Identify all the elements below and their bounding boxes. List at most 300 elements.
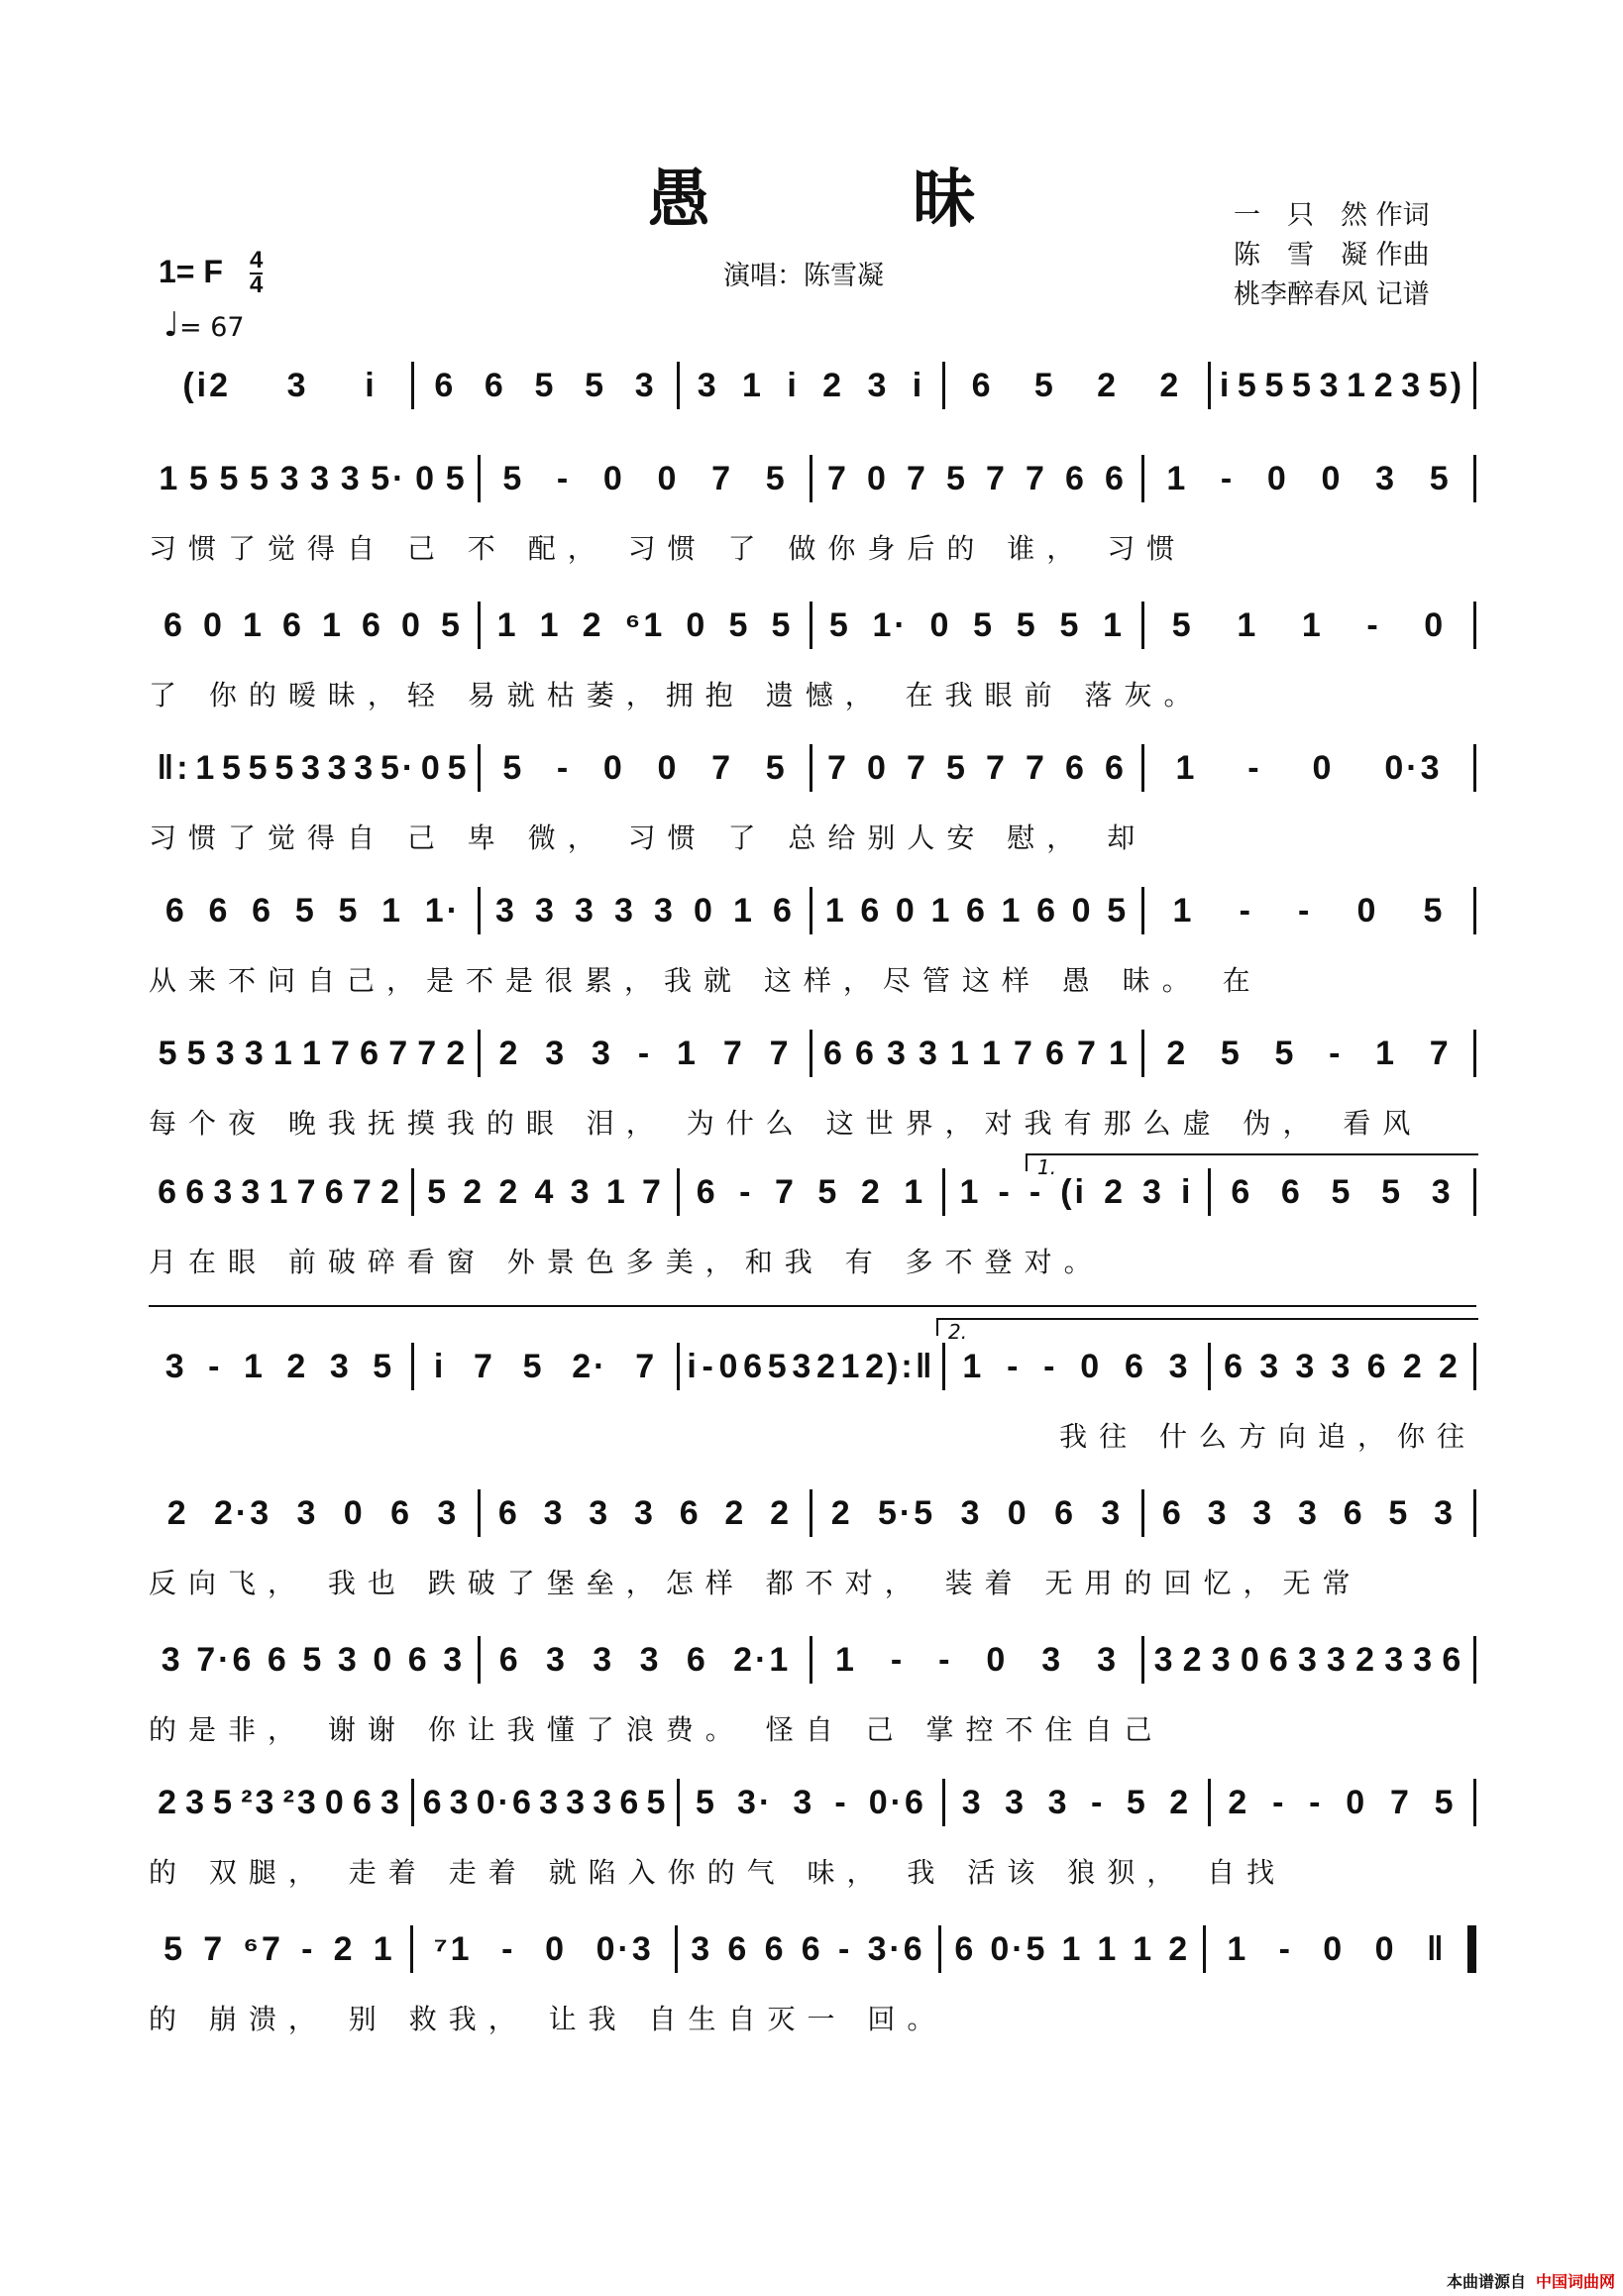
note-token: 5 (163, 1929, 186, 1968)
measure (812, 1494, 1141, 1533)
note-token: i (433, 1347, 447, 1385)
barline (1473, 362, 1476, 409)
note-token: 6 (1268, 1640, 1291, 1679)
note-token: 0 (657, 459, 680, 497)
note-token: 1 (950, 1034, 972, 1072)
note-token: 3 (793, 1783, 815, 1821)
note-token: 1 (1375, 1034, 1398, 1072)
note-token: 3 (495, 891, 517, 929)
note-token: 5 (765, 459, 788, 497)
note-token: 5 (1059, 605, 1082, 644)
note-token: 7 (986, 459, 1008, 497)
note-token: 6 (324, 1172, 347, 1211)
note-token: 2 (1097, 366, 1120, 404)
note-token: 3 (1211, 1640, 1234, 1679)
note-token: 5 (248, 748, 270, 787)
note-token: 1 (243, 605, 265, 644)
note-token: 3· (737, 1783, 774, 1821)
note-token: 0 (986, 1640, 1009, 1679)
note-token: 5 (1264, 366, 1287, 404)
notation-row (149, 1027, 1476, 1080)
note-token: 5 (522, 1347, 545, 1385)
note-token: 3 (1297, 1640, 1320, 1679)
note-token: 5 (771, 605, 794, 644)
note-token: 5 (274, 748, 297, 787)
note-token: 6 (679, 1493, 702, 1532)
note-token: 2· (572, 1347, 608, 1385)
measure (680, 367, 942, 405)
note-token: 6 (282, 605, 304, 644)
note-token: 5· (371, 459, 407, 497)
measure (149, 749, 478, 788)
barline (1473, 744, 1476, 792)
note-token: 6 (773, 891, 795, 929)
note-token: 3 (1097, 1640, 1119, 1679)
note-token: 0 (718, 1347, 741, 1385)
note-token: 7 (1026, 459, 1047, 497)
note-token: 0 (1266, 459, 1289, 497)
note-token: 3 (380, 1783, 402, 1821)
tempo-marking (163, 305, 245, 345)
note-token: 1 (959, 1172, 982, 1211)
note-token: 0·5 (990, 1929, 1048, 1968)
note-token: 0 (1312, 748, 1335, 787)
note-token: 0 (1356, 891, 1379, 929)
note-token: i (912, 366, 925, 404)
note-token: - (556, 459, 572, 497)
note-token: 0 (1374, 1929, 1397, 1968)
note-token: 3 (279, 459, 302, 497)
note-token: 3 (213, 1172, 236, 1211)
note-token: 1 (1301, 605, 1324, 644)
measure (1144, 892, 1473, 930)
note-token: 5 (534, 366, 557, 404)
note-token: - (1091, 1783, 1106, 1821)
note-token: 3 (340, 459, 363, 497)
note-token: 1 (539, 605, 562, 644)
note-token: 5 (646, 1783, 669, 1821)
note-token: 5 (817, 1172, 840, 1211)
measure (1211, 367, 1473, 405)
note-token: 2 (158, 1783, 179, 1821)
note-token: 5 (158, 1034, 180, 1072)
note-token: 6 (163, 605, 185, 644)
song-title: 愚 昧 (647, 163, 1045, 237)
note-token: 1 (1172, 891, 1195, 929)
note-token: 5 (1381, 1172, 1404, 1211)
note-token: 0 (686, 605, 708, 644)
note-token: ⁷1 (433, 1929, 473, 1968)
note-token: 5 (1331, 1172, 1353, 1211)
note-token: 1 (322, 605, 344, 644)
note-token: 7 (827, 459, 849, 497)
note-token: i (687, 1347, 700, 1385)
note-token: 1 (1347, 366, 1369, 404)
measure (149, 1173, 411, 1212)
note-token: 6 (727, 1929, 750, 1968)
note-token: 2 (286, 1347, 309, 1385)
note-token: ‖: (157, 748, 191, 787)
note-token: 6 (764, 1929, 787, 1968)
note-token: 6 (1065, 459, 1087, 497)
note-token: 5 (1237, 366, 1259, 404)
measure (149, 1784, 411, 1822)
note-token: 3 (593, 1640, 615, 1679)
note-token: 0 (895, 891, 918, 929)
note-token: 1 (1166, 459, 1189, 497)
note-token: - (998, 1172, 1013, 1211)
note-token: 7 (986, 748, 1008, 787)
credits (1234, 196, 1430, 315)
note-token: 3 (1327, 1640, 1349, 1679)
note-token: 3 (545, 1640, 568, 1679)
measure (414, 367, 677, 405)
notation-row (149, 1165, 1476, 1219)
measure (812, 1035, 1141, 1073)
note-token: 3 (164, 1347, 187, 1385)
score-system (149, 1486, 1476, 1601)
note-token: 3 (1252, 1493, 1275, 1532)
note-token: 3 (1142, 1172, 1164, 1211)
barline (1473, 1489, 1476, 1537)
note-token: 0 (203, 605, 225, 644)
note-token: 6 (164, 891, 187, 929)
measure (680, 1173, 942, 1212)
note-token: 1 (1133, 1929, 1155, 1968)
note-token: 5 (427, 1172, 450, 1211)
watermark (1447, 2269, 1615, 2292)
measure (149, 892, 478, 930)
lyrics-line: 的 崩溃， 别 救我， 让我 自生自灭一 回。 (149, 2003, 947, 2035)
note-token: - (1247, 748, 1262, 787)
note-token: 3 (961, 1783, 984, 1821)
note-token: 2 (1169, 1783, 1192, 1821)
note-token: 3 (1005, 1783, 1028, 1821)
measure (481, 1494, 810, 1533)
note-token: 2 (1168, 1929, 1191, 1968)
note-token: 2 (1182, 1640, 1205, 1679)
note-token: 7 (1014, 1034, 1035, 1072)
note-token: 5 (213, 1783, 236, 1821)
notation-row (149, 599, 1476, 652)
score-system (149, 1776, 1476, 1891)
note-token: 2 (463, 1172, 486, 1211)
composer-credit: 陈 雪 凝 作曲 (1234, 240, 1430, 271)
note-token: 7 (474, 1347, 495, 1385)
note-token: - (702, 1347, 716, 1385)
measure (680, 1784, 942, 1822)
note-token: 3 (634, 366, 657, 404)
system-divider (149, 1305, 1476, 1307)
note-token: 5 (441, 605, 463, 644)
note-token: 5 (222, 748, 244, 787)
note-token: 2 (446, 1034, 469, 1072)
measure (1144, 1035, 1473, 1073)
barline (1473, 1168, 1476, 1216)
lyrics-line: 了 你的暧昧，轻 易就枯萎，拥抱 遗憾， 在我眼前 落灰。 (149, 679, 1204, 711)
note-token: 2 (498, 1172, 521, 1211)
note-token: ⁶1 (624, 605, 666, 644)
note-token: 0 (657, 748, 680, 787)
note-token: 6 (823, 1034, 845, 1072)
note-token: 5 (1429, 459, 1452, 497)
measure (149, 367, 411, 405)
note-token: 3 (887, 1034, 909, 1072)
note-token: 3 (1041, 1640, 1064, 1679)
note-token: 2 (1159, 366, 1182, 404)
measure (1144, 460, 1473, 498)
measure (1211, 1173, 1473, 1212)
note-token: 3 (286, 366, 309, 404)
note-token: 1 (930, 891, 953, 929)
note-token: 5 (946, 748, 968, 787)
note-token: 0 (324, 1783, 347, 1821)
note-token: 6 (208, 891, 231, 929)
barline (1473, 1030, 1476, 1077)
note-token: 3 (1413, 1640, 1436, 1679)
note-token: - (637, 1034, 653, 1072)
note-token: 3 (1153, 1640, 1176, 1679)
note-token: 1 (1061, 1929, 1084, 1968)
notation-row (149, 1922, 1476, 1976)
note-token: - (1272, 1783, 1287, 1821)
note-token: 5 (1171, 605, 1194, 644)
note-token: 6 (966, 891, 988, 929)
measure (1144, 1494, 1473, 1533)
score-system (149, 1340, 1476, 1455)
note-token: 7 (827, 748, 849, 787)
note-token: 6 (390, 1493, 413, 1532)
note-token: 1 (733, 891, 755, 929)
measure (149, 1348, 411, 1386)
lyrics-line: 习惯了觉得自 己 卑 微， 习惯 了 总给别人安 慰， 却 (149, 821, 1147, 854)
note-token: 3 (1047, 1783, 1070, 1821)
note-token: 7 (635, 1347, 658, 1385)
note-token: - (837, 1929, 853, 1968)
note-token: 5 (1292, 366, 1314, 404)
note-token: 1 (195, 748, 218, 787)
note-token: 7 (769, 1034, 792, 1072)
note-token: 3 (1101, 1493, 1124, 1532)
measure (812, 606, 1141, 645)
note-token: 5 (302, 1640, 325, 1679)
note-token: 3 (443, 1640, 466, 1679)
note-token: 3 (1319, 366, 1342, 404)
note-token: 7 (641, 1172, 664, 1211)
note-token: 0 (420, 748, 443, 787)
note-token: 1· (872, 605, 909, 644)
note-token: 5 (445, 459, 468, 497)
note-token: 2 (582, 605, 604, 644)
lyricist-credit: 一 只 然 作词 (1234, 200, 1430, 231)
note-token: - (1220, 459, 1236, 497)
note-token: 0 (401, 605, 423, 644)
note-token: 5 (767, 1347, 790, 1385)
note-token: 7 (296, 1172, 319, 1211)
note-token: 3 (244, 1034, 267, 1072)
note-token: 5 (728, 605, 751, 644)
note-token: 5 (502, 748, 525, 787)
tempo-value: = 67 (179, 312, 245, 343)
measure (812, 892, 1141, 930)
note-token: 6 (1105, 459, 1127, 497)
note-token: 0 (602, 748, 625, 787)
note-token: 0 (867, 459, 889, 497)
note-token: - (1007, 1347, 1022, 1385)
note-token: 2 (166, 1493, 189, 1532)
note-token: 3 (1434, 1493, 1457, 1532)
measure (1211, 1784, 1473, 1822)
note-token: 1 (301, 1034, 324, 1072)
note-token: 5 (1107, 891, 1130, 929)
note-token: 0 (1424, 605, 1447, 644)
note-token: 5 (696, 1783, 717, 1821)
note-token: - (739, 1172, 754, 1211)
note-token: 0 (1323, 1929, 1346, 1968)
note-token: 3 (1375, 459, 1398, 497)
note-token: 2 (1355, 1640, 1378, 1679)
note-token: 3 (215, 1034, 238, 1072)
note-token: 2 (822, 366, 845, 404)
measure (481, 1641, 810, 1680)
note-token: 7 (203, 1929, 226, 1968)
note-token: 3 (161, 1640, 183, 1679)
note-token: 2 (1402, 1347, 1425, 1385)
note-token: 5 (188, 459, 211, 497)
note-token: 3 (1298, 1493, 1320, 1532)
note-token: 6 (362, 605, 383, 644)
barline (1473, 601, 1476, 649)
note-token: 3 (327, 748, 350, 787)
measure (149, 1641, 478, 1680)
note-token: 7 (711, 748, 734, 787)
note-token: 0 (415, 459, 438, 497)
note-token: 0 (1321, 459, 1344, 497)
note-token: 7 (1389, 1783, 1412, 1821)
note-token: 1 (272, 1034, 295, 1072)
note-token: 3 (589, 1493, 611, 1532)
measure (945, 1784, 1208, 1822)
note-token: 2·3 (213, 1493, 272, 1532)
score-system (149, 599, 1476, 713)
note-token: 6 (1343, 1493, 1365, 1532)
measure (1206, 1930, 1467, 1969)
note-token: - (834, 1783, 849, 1821)
note-token: 7 (711, 459, 734, 497)
note-token: 2 (770, 1493, 793, 1532)
measure (414, 1173, 677, 1212)
note-token: 6 (1442, 1640, 1464, 1679)
note-token: 0 (602, 459, 625, 497)
note-token: 5 (338, 891, 361, 929)
note-token: - (1028, 1172, 1044, 1211)
note-token: 3 (593, 1783, 615, 1821)
note-token: 6 (252, 891, 274, 929)
measure (481, 606, 810, 645)
note-token: 6 (484, 366, 506, 404)
lyrics-line: 反向飞， 我也 跌破了堡垒，怎样 都不对， 装着 无用的回忆，无常 (149, 1567, 1362, 1599)
note-token: 3 (296, 1493, 319, 1532)
note-token: 3 (310, 459, 333, 497)
note-token: 1 (962, 1347, 985, 1385)
note-token: 3 (575, 891, 596, 929)
note-token: 5 (250, 459, 271, 497)
lyrics-line: 我往 什么方向追，你往 (1059, 1420, 1476, 1453)
note-token: 6 (422, 1783, 445, 1821)
note-token: 2·1 (733, 1640, 792, 1679)
note-token: - (301, 1929, 316, 1968)
note-token: 5 (828, 605, 851, 644)
note-token: 2 (1228, 1783, 1250, 1821)
note-token: 3 (449, 1783, 472, 1821)
note-token: 5 (585, 366, 607, 404)
note-token: 0·3 (1384, 748, 1443, 787)
note-token: 0 (373, 1640, 395, 1679)
note-token: 3 (185, 1783, 208, 1821)
score-system (149, 1633, 1476, 1748)
measure (149, 1494, 478, 1533)
note-token: 1 (1097, 1929, 1120, 1968)
note-token: 6 (498, 1640, 521, 1679)
measure (812, 1641, 1141, 1680)
note-token: i (1181, 1172, 1194, 1211)
measure (945, 1173, 1208, 1212)
watermark-site: 中国词曲网 (1535, 2272, 1615, 2291)
measure (149, 1035, 478, 1073)
note-token: 3 (792, 1347, 814, 1385)
note-token: 0 (1080, 1347, 1103, 1385)
measure (678, 1930, 939, 1969)
measure (941, 1930, 1203, 1969)
time-signature-numerator: 4 (250, 247, 264, 273)
note-token: 2):‖ (865, 1347, 935, 1385)
note-token: - (1239, 891, 1253, 929)
note-token: 6 (1054, 1493, 1077, 1532)
time-signature (250, 247, 264, 298)
score-system (149, 1027, 1476, 1142)
notation-row (149, 741, 1476, 795)
notation-row (149, 884, 1476, 937)
note-token: 5) (1428, 366, 1465, 404)
note-token: 3 (592, 1034, 613, 1072)
transcriber-credit: 桃李醉春风 记谱 (1234, 279, 1430, 310)
note-token: 1 (840, 1347, 863, 1385)
volta-bracket-first (1026, 1153, 1478, 1179)
note-token: 1 (605, 1172, 628, 1211)
score-system (149, 1922, 1476, 2037)
note-token: 7 (907, 748, 928, 787)
barline (1473, 887, 1476, 934)
notation-row (149, 1633, 1476, 1687)
note-token: 5 (1033, 366, 1056, 404)
note-token: 7 (722, 1034, 745, 1072)
notation-row (149, 1776, 1476, 1829)
note-token: 1 (1109, 1034, 1131, 1072)
note-token: - (1298, 891, 1313, 929)
note-token: 1 (904, 1172, 926, 1211)
note-token: 7 (331, 1034, 353, 1072)
barline (1467, 1925, 1476, 1973)
note-token: 0 (545, 1929, 567, 1968)
score-system (149, 1165, 1476, 1280)
note-token: 1 (1237, 605, 1259, 644)
note-token: 1 (244, 1347, 266, 1385)
note-token: 0 (343, 1493, 366, 1532)
watermark-source: 本曲谱源自 (1446, 2272, 1526, 2291)
note-token: 3 (697, 366, 719, 404)
note-token: 6 (185, 1172, 208, 1211)
note-token: 6 (954, 1929, 977, 1968)
